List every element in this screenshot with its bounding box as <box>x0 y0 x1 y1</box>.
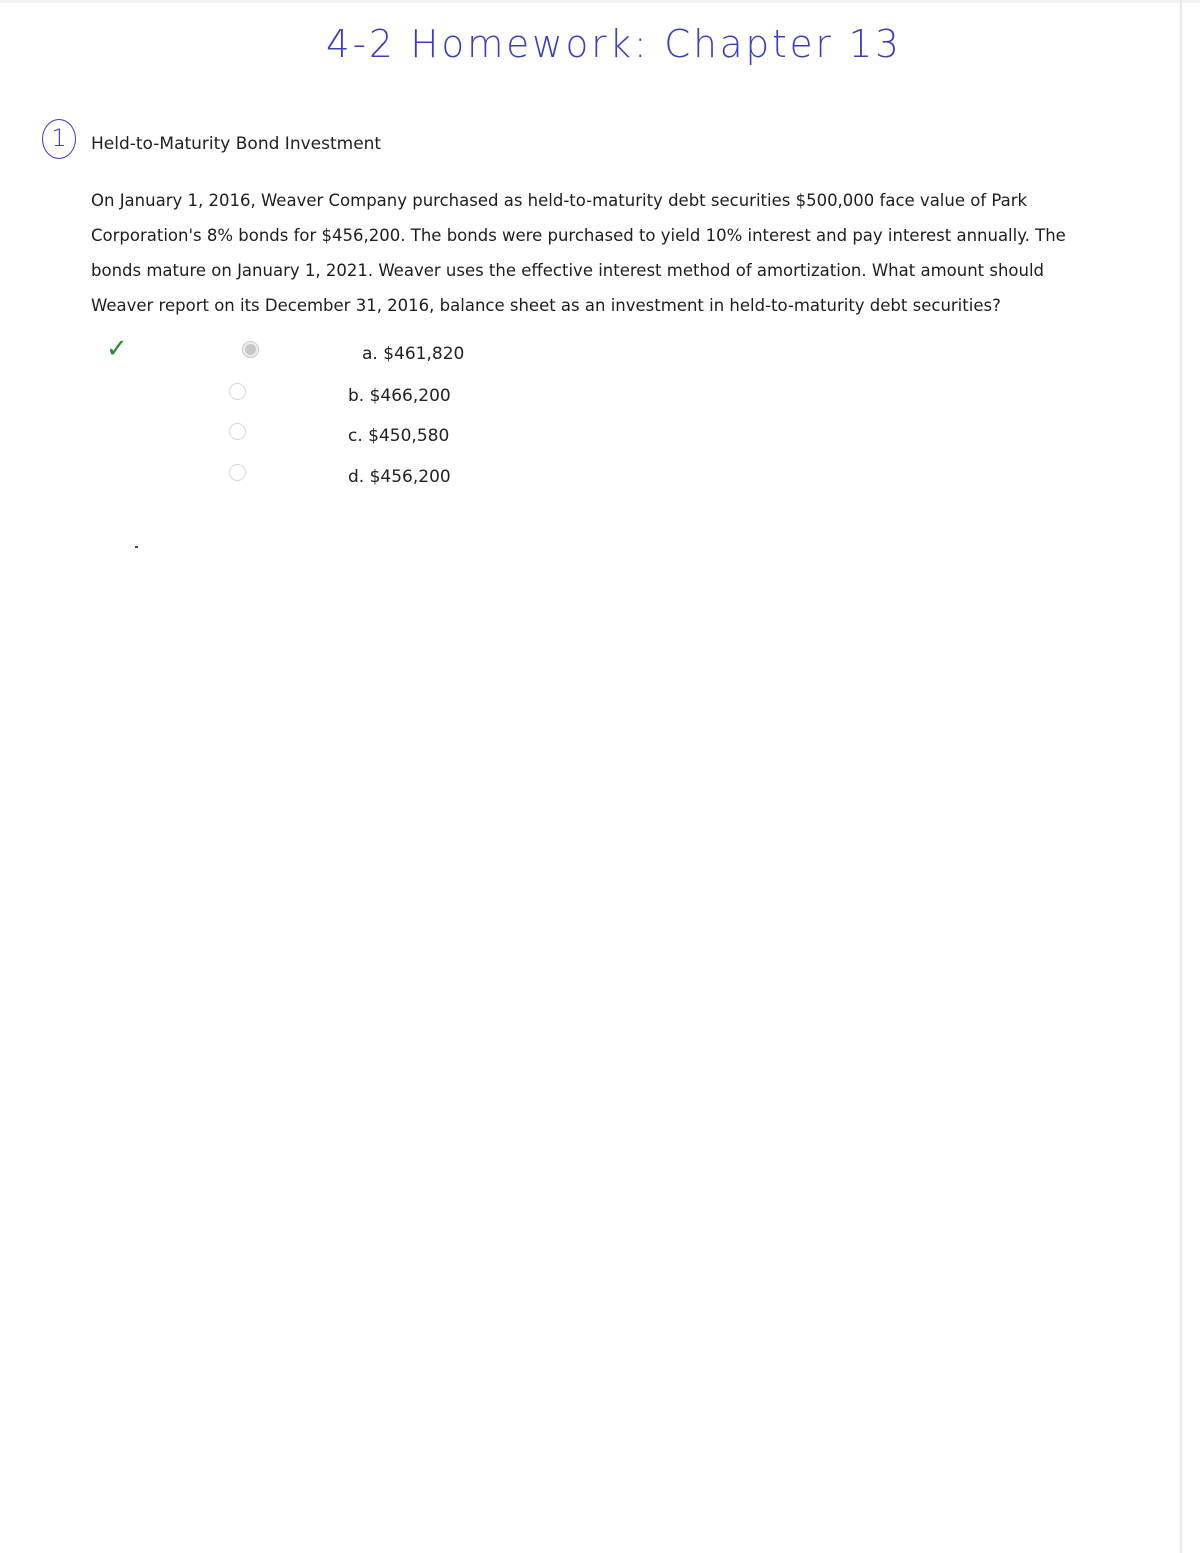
option-d-label[interactable]: d. $456,200 <box>348 467 451 487</box>
question-number-circle: 1 <box>42 119 76 159</box>
question-body-line: Corporation's 8% bonds for $456,200. The bonds were purchased to yield 10% interest and pay interest annually. The <box>91 226 1066 245</box>
scan-edge-top <box>0 0 1200 3</box>
option-a-label[interactable]: a. $461,820 <box>362 344 465 364</box>
question-body-line: Weaver report on its December 31, 2016, balance sheet as an investment in held-to-maturity debt securities? <box>91 296 1001 315</box>
option-b-label[interactable]: b. $466,200 <box>348 386 451 406</box>
option-d-radio[interactable] <box>229 464 246 481</box>
correct-check-icon: ✓ <box>106 334 128 364</box>
question-body-line: On January 1, 2016, Weaver Company purchased as held-to-maturity debt securities $500,000 face value of Park <box>91 191 1028 210</box>
option-c-radio[interactable] <box>229 423 246 440</box>
question-body-line: bonds mature on January 1, 2021. Weaver uses the effective interest method of amortization. What amount should <box>91 261 1045 280</box>
option-c-label[interactable]: c. $450,580 <box>348 426 450 446</box>
question-body <box>91 183 1151 323</box>
question-title: Held-to-Maturity Bond Investment <box>91 134 382 154</box>
option-b-radio[interactable] <box>229 383 246 400</box>
option-a-radio[interactable] <box>242 341 259 358</box>
stray-mark <box>135 546 138 548</box>
scan-edge-right <box>1180 0 1182 1553</box>
handwritten-title: 4-2 Homework: Chapter 13 <box>326 22 902 66</box>
